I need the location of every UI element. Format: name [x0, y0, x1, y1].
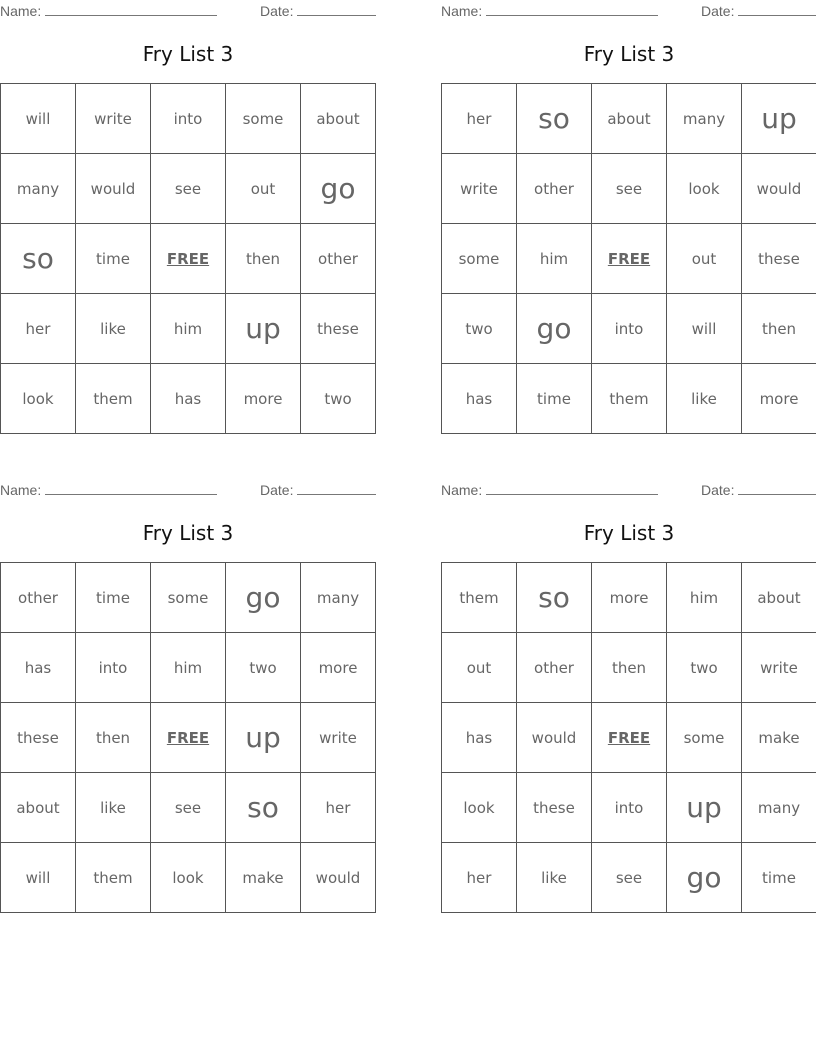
- name-date-row: [441, 0, 816, 22]
- word-cell[interactable]: up: [226, 703, 301, 773]
- word-cell[interactable]: has: [442, 703, 517, 773]
- free-space[interactable]: FREE: [151, 224, 226, 294]
- grid-row: [1, 563, 376, 633]
- bingo-grid: [0, 83, 376, 434]
- word-cell[interactable]: has: [1, 633, 76, 703]
- word-cell[interactable]: other: [517, 633, 592, 703]
- word-cell[interactable]: look: [667, 154, 742, 224]
- word-cell[interactable]: them: [592, 364, 667, 434]
- word-cell[interactable]: so: [1, 224, 76, 294]
- word-cell[interactable]: into: [592, 294, 667, 364]
- word-cell[interactable]: write: [301, 703, 376, 773]
- word-cell[interactable]: him: [151, 294, 226, 364]
- grid-row: [1, 703, 376, 773]
- word-cell[interactable]: more: [301, 633, 376, 703]
- word-cell[interactable]: look: [1, 364, 76, 434]
- word-cell[interactable]: other: [301, 224, 376, 294]
- word-cell[interactable]: her: [442, 843, 517, 913]
- word-cell[interactable]: see: [151, 154, 226, 224]
- date-label: Date:: [701, 3, 735, 19]
- word-cell[interactable]: him: [151, 633, 226, 703]
- grid-row: [442, 703, 816, 773]
- word-cell[interactable]: would: [301, 843, 376, 913]
- date-label: Date:: [260, 482, 294, 498]
- grid-row: [1, 294, 376, 364]
- grid-row: [442, 224, 816, 294]
- word-cell[interactable]: some: [442, 224, 517, 294]
- word-cell[interactable]: time: [76, 563, 151, 633]
- word-cell[interactable]: her: [442, 84, 517, 154]
- word-cell[interactable]: go: [226, 563, 301, 633]
- word-cell[interactable]: go: [301, 154, 376, 224]
- word-cell[interactable]: like: [517, 843, 592, 913]
- word-cell[interactable]: so: [517, 563, 592, 633]
- word-cell[interactable]: look: [442, 773, 517, 843]
- word-cell[interactable]: see: [151, 773, 226, 843]
- grid-row: [442, 563, 816, 633]
- word-cell[interactable]: time: [76, 224, 151, 294]
- date-label: Date:: [701, 482, 735, 498]
- word-cell[interactable]: her: [1, 294, 76, 364]
- name-field-line[interactable]: [486, 15, 658, 16]
- grid-row: [1, 843, 376, 913]
- word-cell[interactable]: make: [226, 843, 301, 913]
- word-cell[interactable]: some: [151, 563, 226, 633]
- grid-row: [1, 154, 376, 224]
- word-cell[interactable]: will: [1, 84, 76, 154]
- word-cell[interactable]: more: [742, 364, 816, 434]
- word-cell[interactable]: into: [76, 633, 151, 703]
- grid-row: [442, 84, 816, 154]
- word-cell[interactable]: many: [742, 773, 816, 843]
- grid-row: [442, 364, 816, 434]
- grid-row: [442, 294, 816, 364]
- word-cell[interactable]: time: [517, 364, 592, 434]
- name-date-row: [0, 479, 376, 501]
- word-cell[interactable]: like: [76, 294, 151, 364]
- word-cell[interactable]: other: [517, 154, 592, 224]
- word-cell[interactable]: look: [151, 843, 226, 913]
- word-cell[interactable]: them: [76, 364, 151, 434]
- word-cell[interactable]: has: [442, 364, 517, 434]
- word-cell[interactable]: into: [592, 773, 667, 843]
- word-cell[interactable]: write: [442, 154, 517, 224]
- card-title: Fry List 3: [142, 521, 234, 545]
- word-cell[interactable]: many: [301, 563, 376, 633]
- word-cell[interactable]: then: [592, 633, 667, 703]
- card-title: Fry List 3: [583, 42, 675, 66]
- free-space[interactable]: FREE: [592, 224, 667, 294]
- card-title: Fry List 3: [583, 521, 675, 545]
- grid-row: [1, 773, 376, 843]
- word-cell[interactable]: two: [301, 364, 376, 434]
- bingo-card: [0, 479, 376, 887]
- bingo-grid: [0, 562, 376, 913]
- word-cell[interactable]: two: [442, 294, 517, 364]
- word-cell[interactable]: go: [517, 294, 592, 364]
- word-cell[interactable]: up: [226, 294, 301, 364]
- bingo-card: [441, 0, 816, 408]
- word-cell[interactable]: then: [742, 294, 816, 364]
- date-field-line[interactable]: [738, 494, 816, 495]
- word-cell[interactable]: so: [226, 773, 301, 843]
- word-cell[interactable]: time: [742, 843, 816, 913]
- word-cell[interactable]: about: [742, 563, 816, 633]
- word-cell[interactable]: these: [1, 703, 76, 773]
- word-cell[interactable]: out: [667, 224, 742, 294]
- word-cell[interactable]: then: [76, 703, 151, 773]
- grid-row: [1, 364, 376, 434]
- word-cell[interactable]: these: [301, 294, 376, 364]
- name-label: Name:: [441, 3, 483, 19]
- word-cell[interactable]: then: [226, 224, 301, 294]
- word-cell[interactable]: them: [76, 843, 151, 913]
- name-date-row: [0, 0, 376, 22]
- bingo-grid: [441, 83, 816, 434]
- free-space[interactable]: FREE: [151, 703, 226, 773]
- word-cell[interactable]: some: [226, 84, 301, 154]
- word-cell[interactable]: write: [742, 633, 816, 703]
- word-cell[interactable]: about: [592, 84, 667, 154]
- word-cell[interactable]: like: [76, 773, 151, 843]
- grid-row: [1, 84, 376, 154]
- word-cell[interactable]: out: [226, 154, 301, 224]
- word-cell[interactable]: has: [151, 364, 226, 434]
- name-label: Name:: [0, 3, 42, 19]
- word-cell[interactable]: many: [1, 154, 76, 224]
- word-cell[interactable]: out: [442, 633, 517, 703]
- word-cell[interactable]: write: [76, 84, 151, 154]
- free-space[interactable]: FREE: [592, 703, 667, 773]
- word-cell[interactable]: would: [742, 154, 816, 224]
- word-cell[interactable]: will: [1, 843, 76, 913]
- name-field-line[interactable]: [45, 494, 217, 495]
- word-cell[interactable]: into: [151, 84, 226, 154]
- word-cell[interactable]: make: [742, 703, 816, 773]
- name-date-row: [441, 479, 816, 501]
- word-cell[interactable]: will: [667, 294, 742, 364]
- word-cell[interactable]: would: [76, 154, 151, 224]
- word-cell[interactable]: him: [517, 224, 592, 294]
- date-label: Date:: [260, 3, 294, 19]
- bingo-card: [441, 479, 816, 894]
- date-field-line[interactable]: [297, 494, 376, 495]
- word-cell[interactable]: some: [667, 703, 742, 773]
- word-cell[interactable]: them: [442, 563, 517, 633]
- word-cell[interactable]: two: [667, 633, 742, 703]
- grid-row: [1, 633, 376, 703]
- word-cell[interactable]: many: [667, 84, 742, 154]
- word-cell[interactable]: two: [226, 633, 301, 703]
- word-cell[interactable]: so: [517, 84, 592, 154]
- name-field-line[interactable]: [486, 494, 658, 495]
- word-cell[interactable]: other: [1, 563, 76, 633]
- word-cell[interactable]: like: [667, 364, 742, 434]
- word-cell[interactable]: see: [592, 843, 667, 913]
- grid-row: [442, 633, 816, 703]
- word-cell[interactable]: up: [742, 84, 816, 154]
- card-title: Fry List 3: [142, 42, 234, 66]
- grid-row: [1, 224, 376, 294]
- word-cell[interactable]: these: [742, 224, 816, 294]
- date-field-line[interactable]: [297, 15, 376, 16]
- word-cell[interactable]: see: [592, 154, 667, 224]
- word-cell[interactable]: her: [301, 773, 376, 843]
- name-label: Name:: [441, 482, 483, 498]
- word-cell[interactable]: about: [301, 84, 376, 154]
- word-cell[interactable]: about: [1, 773, 76, 843]
- name-label: Name:: [0, 482, 42, 498]
- word-cell[interactable]: would: [517, 703, 592, 773]
- word-cell[interactable]: go: [667, 843, 742, 913]
- bingo-card: [0, 0, 376, 408]
- grid-row: [442, 843, 816, 913]
- word-cell[interactable]: him: [667, 563, 742, 633]
- name-field-line[interactable]: [45, 15, 217, 16]
- grid-row: [442, 154, 816, 224]
- word-cell[interactable]: more: [226, 364, 301, 434]
- bingo-grid: [441, 562, 816, 913]
- word-cell[interactable]: up: [667, 773, 742, 843]
- date-field-line[interactable]: [738, 15, 816, 16]
- word-cell[interactable]: more: [592, 563, 667, 633]
- grid-row: [442, 773, 816, 843]
- word-cell[interactable]: these: [517, 773, 592, 843]
